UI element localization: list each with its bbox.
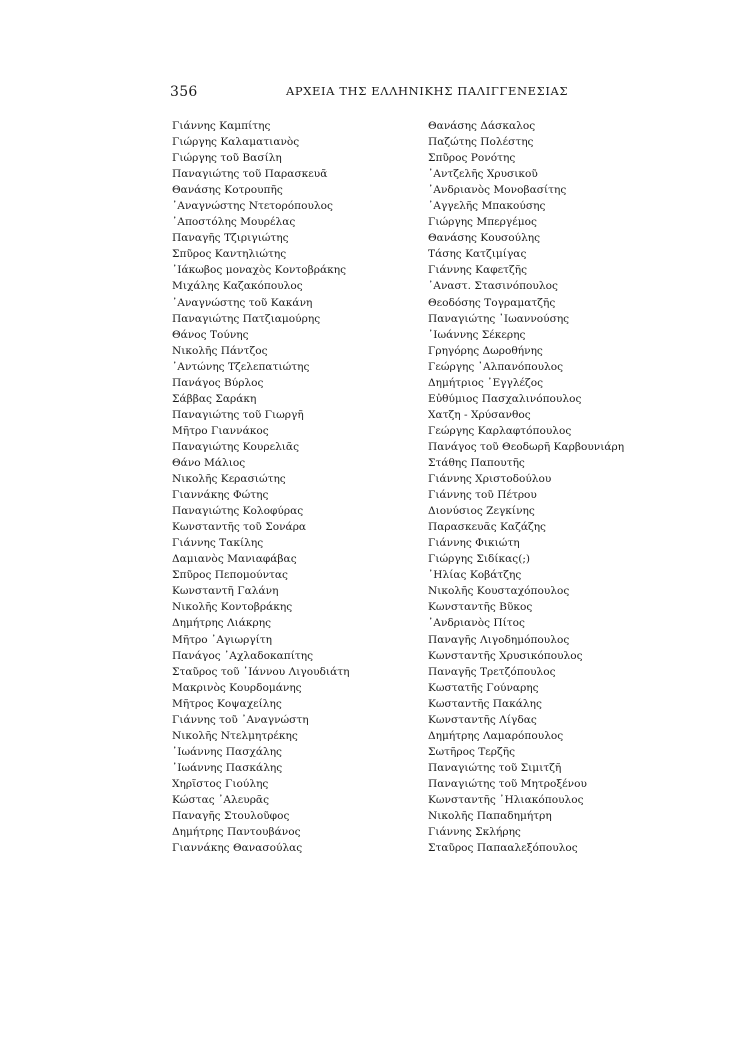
name-entry: Δημήτριος ᾿Εγγλέζος xyxy=(428,376,544,389)
name-entry: Γιάννης Καφετζῆς xyxy=(428,264,528,277)
name-entry: Σωτῆρος Τερζῆς xyxy=(428,745,516,758)
running-title: ΑΡΧΕΙΑ ΤΗΣ ΕΛΛΗΝΙΚΗΣ ΠΑΛΙΓΓΕΝΕΣΙΑΣ xyxy=(286,84,569,98)
name-entry: Πανάγος ᾿Αχλαδοκαπίτης xyxy=(172,649,314,662)
name-entry: Χηρῖστος Γιούλης xyxy=(172,777,269,790)
name-entry: ᾿Αναγνώστης τοῦ Κακάνη xyxy=(172,296,313,309)
name-entry: Γιάννης τοῦ Πέτρου xyxy=(428,489,537,502)
name-entry: Κωστατῆς Γούναρης xyxy=(428,681,539,694)
name-entry: Δημήτρης Λαμαρόπουλος xyxy=(428,729,564,742)
name-entry: Γεώργης ᾿Αλπανόπουλος xyxy=(428,360,564,373)
name-entry: Κωνσταντῆς Βῦκος xyxy=(428,601,533,614)
name-entry: Γιάννης τοῦ ᾿Αναγνώστη xyxy=(172,713,309,726)
name-entry: Θάνο Μάλιος xyxy=(172,456,246,469)
name-entry: Παναγιώτης ᾿Ιωαννούσης xyxy=(428,312,570,325)
name-entry: Γιαννάκης Θανασούλας xyxy=(172,842,303,855)
name-entry: ᾿Ανδριανὸς Μονοβασίτης xyxy=(428,184,567,197)
name-entry: Θεοδόσης Τογραματζῆς xyxy=(428,296,556,309)
name-entry: Σταῦρος Παπααλεξόπουλος xyxy=(428,842,578,855)
name-entry: Σταῦρος τοῦ ᾿Ιάννου Λιγουδιάτη xyxy=(172,665,350,678)
page-number: 356 xyxy=(170,84,198,100)
name-entry: ᾿Ηλίας Κοβάτζης xyxy=(428,569,522,582)
name-entry: Μῆτρος Κοψαχείλης xyxy=(172,697,282,710)
name-entry: Διονύσιος Ζεγκίνης xyxy=(428,505,535,518)
name-entry: Νικολῆς Πάντζος xyxy=(172,344,268,357)
name-entry: Παναγῆς Στουλοῦφος xyxy=(172,810,290,823)
name-entry: ᾿Ανδριανὸς Πίτος xyxy=(428,617,525,630)
name-entry: Κωνσταντῆς τοῦ Σονάρα xyxy=(172,521,307,534)
name-entry: Παναγιώτης τοῦ Μητροξένου xyxy=(428,777,587,790)
name-entry: Παναγῆς Λιγοδημόπουλος xyxy=(428,633,570,646)
name-entry: Παναγιώτης Κολοφύρας xyxy=(172,505,304,518)
name-entry: ᾿Ιωάννης Πασχάλης xyxy=(172,745,282,758)
name-entry: Γιώργης Σιδίκας(;) xyxy=(428,553,531,566)
name-entry: Γιώργης τοῦ Βασίλη xyxy=(172,152,282,165)
name-entry: Νικολῆς Κοντοβράκης xyxy=(172,601,293,614)
name-entry: Παναγιώτης τοῦ Παρασκευᾶ xyxy=(172,168,328,181)
name-entry: Νικολῆς Κουσταχόπουλος xyxy=(428,585,570,598)
name-entry: Μιχάλης Καζακόπουλος xyxy=(172,280,303,293)
name-entry: Γιάννης Σκλήρης xyxy=(428,826,521,839)
name-entry: Δημήτρης Παντουβάνος xyxy=(172,826,301,839)
name-entry: Θάνος Τούνης xyxy=(172,328,249,341)
name-entry: Σπῦρος Καντηλιώτης xyxy=(172,248,287,261)
name-entry: Παζώτης Πολέστης xyxy=(428,136,534,149)
name-entry: Σάββας Σαράκη xyxy=(172,392,257,405)
name-entry: Πανάγος τοῦ Θεοδωρῆ Καρβουνιάρη xyxy=(428,440,625,453)
name-entry: Σπῦρος Πεπομούντας xyxy=(172,569,288,582)
name-entry: Μῆτρο ᾿Αγιωργίτη xyxy=(172,633,273,646)
name-entry: Θανάσης Κοτρουπῆς xyxy=(172,184,283,197)
name-entry: Παναγῆς Τζιριγιώτης xyxy=(172,232,289,245)
name-entry: Δαμιανὸς Μανιαφάβας xyxy=(172,553,297,566)
name-entry: Κωνσταντῆς Χρυσικόπουλος xyxy=(428,649,583,662)
name-entry: Γρηγόρης Δωροθήνης xyxy=(428,344,543,357)
name-entry: ᾿Αντώνης Τζελεπατιώτης xyxy=(172,360,310,373)
name-entry: Τάσης Κατζιμίγας xyxy=(428,248,527,261)
name-entry: Κωνσταντῆ Γαλάνη xyxy=(172,585,279,598)
name-entry: Θανάσης Κουσούλης xyxy=(428,232,541,245)
name-entry: Γεώργης Καρλαφτόπουλος xyxy=(428,424,572,437)
name-entry: Παναγιώτης Πατζιαμούρης xyxy=(172,312,321,325)
name-entry: Νικολῆς Ντελμητρέκης xyxy=(172,729,298,742)
name-entry: Σπῦρος Ρονότης xyxy=(428,152,516,165)
name-entry: ᾿Αναστ. Στασινόπουλος xyxy=(428,280,558,293)
name-entry: Γιάννης Φικιώτη xyxy=(428,537,520,550)
name-entry: Πανάγος Βύρλος xyxy=(172,376,264,389)
name-entry: Κωνσταντῆς ᾿Ηλιακόπουλος xyxy=(428,793,584,806)
name-entry: ᾿Αγγελῆς Μπακούσης xyxy=(428,200,546,213)
name-entry: Νικολῆς Παπαδημήτρη xyxy=(428,810,552,823)
name-entry: ᾿Ιωάννης Σέκερης xyxy=(428,328,526,341)
name-entry: Μακρινὸς Κουρδομάνης xyxy=(172,681,302,694)
name-entry: Εὐθύμιος Πασχαλινόπουλος xyxy=(428,392,582,405)
name-entry: Κωνσταντῆς Λίγδας xyxy=(428,713,537,726)
left-name-column xyxy=(172,118,349,856)
name-entry: Γιώργης Καλαματιανὸς xyxy=(172,136,300,149)
name-entry: Νικολῆς Κερασιώτης xyxy=(172,473,286,486)
name-entry: Παναγιώτης τοῦ Σιμιτζῆ xyxy=(428,761,562,774)
name-entry: Παρασκευᾶς Καζάζης xyxy=(428,521,546,534)
name-entry: Κώστας ᾿Αλευρᾶς xyxy=(172,793,270,806)
name-entry: Γιάννης Τακίλης xyxy=(172,537,264,550)
name-entry: Χατζη - Χρύσανθος xyxy=(428,408,531,421)
name-entry: Παναγιώτης τοῦ Γιωργῆ xyxy=(172,408,304,421)
name-entry: Δημήτρης Λιάκρης xyxy=(172,617,272,630)
name-entry: Παναγῆς Τρετζόπουλος xyxy=(428,665,556,678)
name-entry: ᾿Αποστόλης Μουρέλας xyxy=(172,216,296,229)
name-entry: Παναγιώτης Κουρελιᾶς xyxy=(172,440,300,453)
name-entry: Στάθης Παπουτῆς xyxy=(428,456,525,469)
name-entry: ᾿Ιάκωβος μοναχὸς Κοντοβράκης xyxy=(172,264,347,277)
name-entry: ᾿Αντζελῆς Χρυσικοῦ xyxy=(428,168,538,181)
name-entry: Γιώργης Μπεργέμος xyxy=(428,216,537,229)
name-entry: Κωσταντῆς Πακάλης xyxy=(428,697,542,710)
name-entry: ᾿Ιωάννης Πασκάλης xyxy=(172,761,283,774)
right-name-column xyxy=(428,118,624,856)
name-entry: Γιάννης Καμπίτης xyxy=(172,120,271,132)
name-entry: ᾿Αναγνώστης Ντετορόπουλος xyxy=(172,200,333,213)
name-entry: Θανάσης Δάσκαλος xyxy=(428,120,536,132)
name-entry: Μῆτρο Γιαννάκος xyxy=(172,424,269,437)
name-entry: Γιάννης Χριστοδούλου xyxy=(428,473,552,486)
name-entry: Γιαννάκης Φώτης xyxy=(172,489,269,502)
